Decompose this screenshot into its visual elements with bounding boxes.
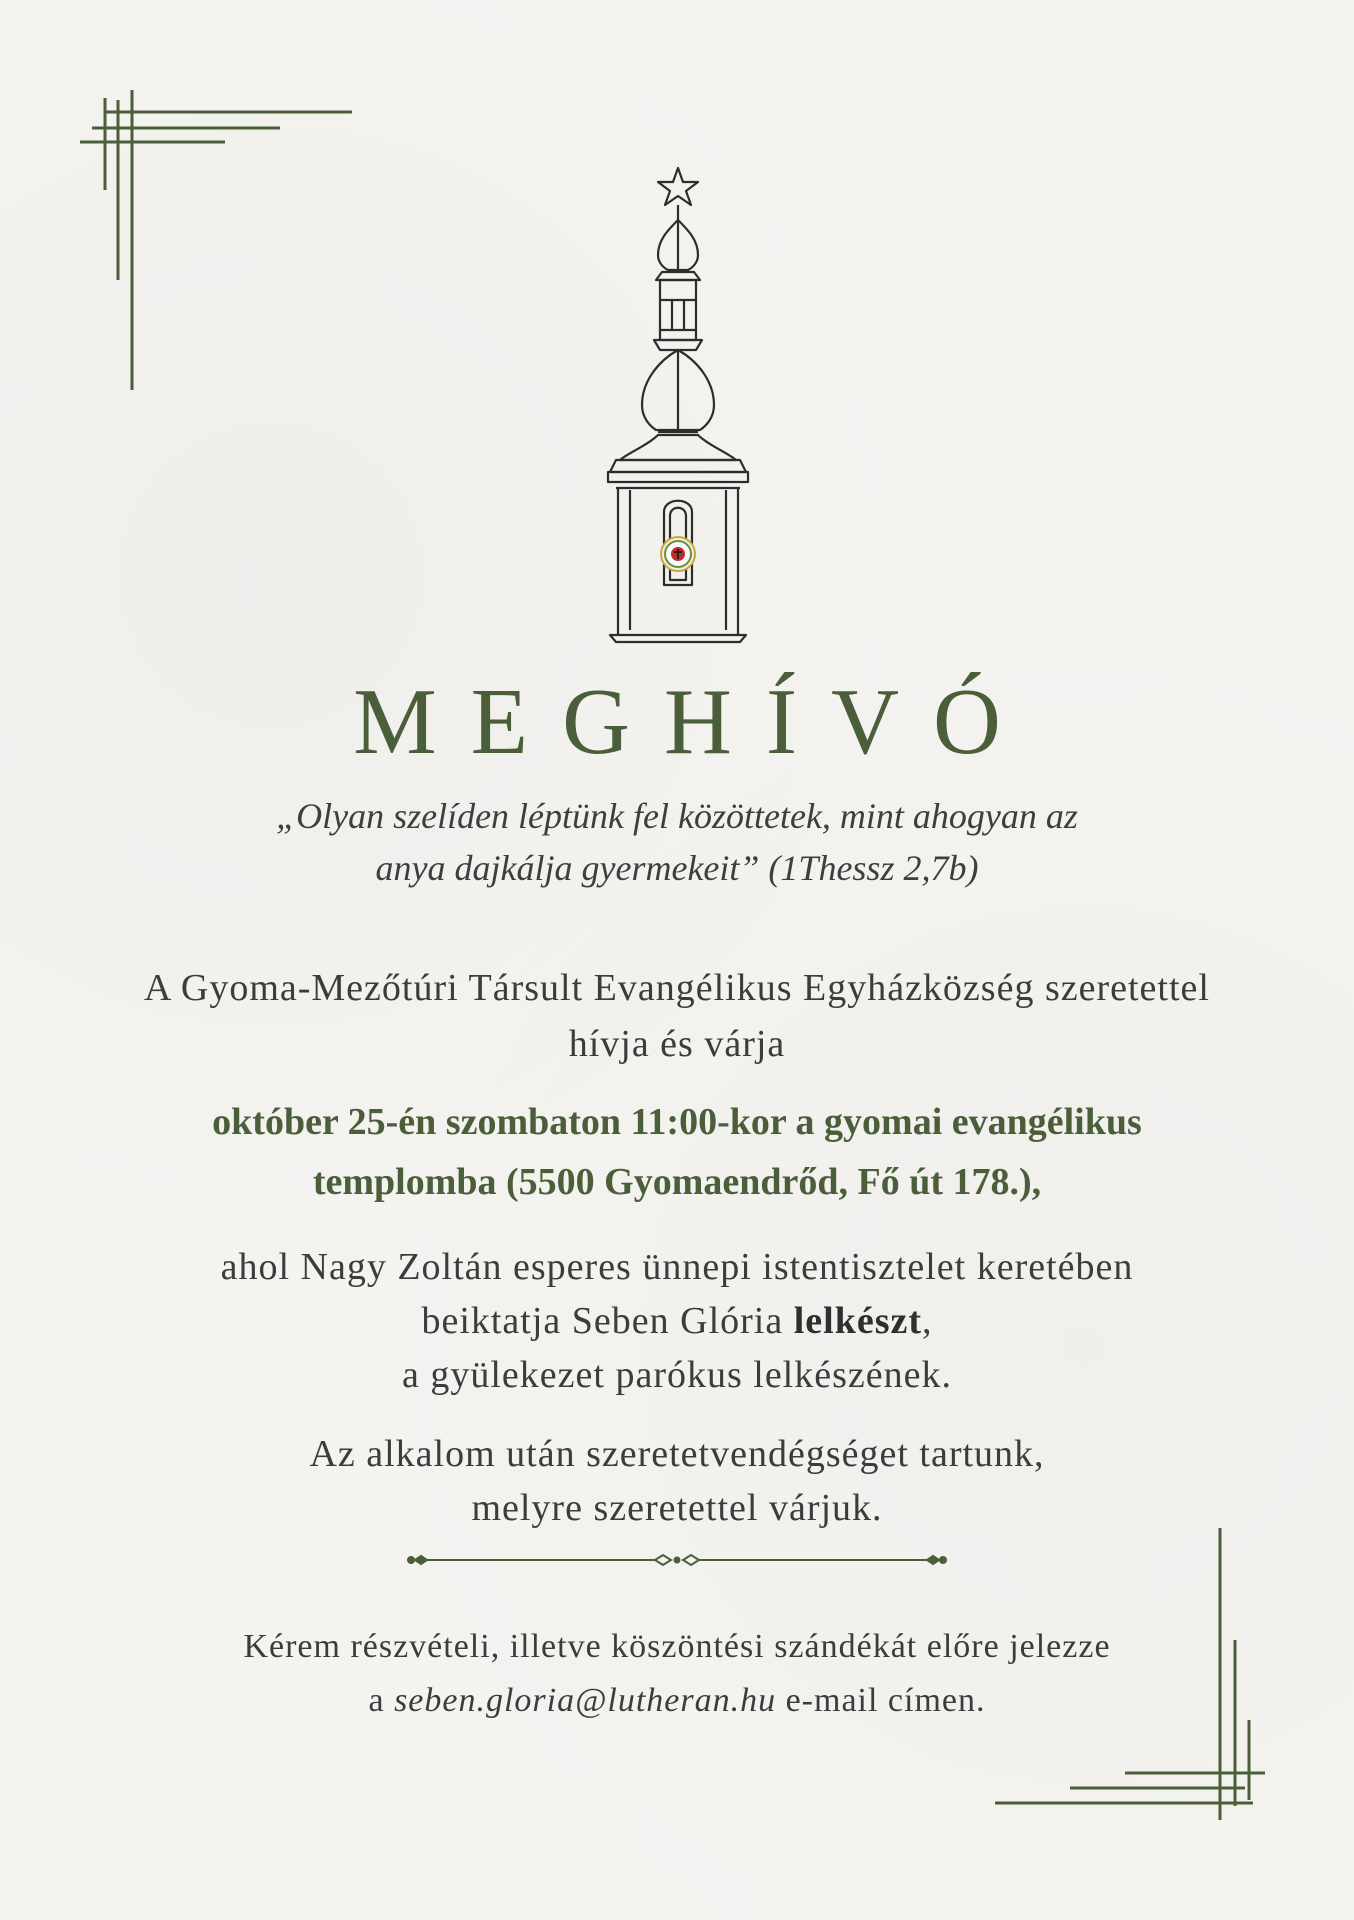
intro-text (0, 960, 1354, 1072)
ceremony-text (0, 1240, 1354, 1402)
ceremony-line-2 (0, 1294, 1354, 1348)
rsvp-line-1: Kérem részvételi, illetve köszöntési szándékát előre jelezze (243, 1628, 1111, 1665)
ornamental-divider (405, 1550, 949, 1570)
rsvp-text (0, 1620, 1354, 1728)
rsvp-line-2-suffix: e-mail címen. (776, 1682, 986, 1719)
bible-quote (0, 790, 1354, 894)
ceremony-line-3: a gyülekezet parókus lelkészének. (402, 1354, 952, 1396)
quote-line-2: anya dajkálja gyermekeit” (1Thessz 2,7b) (375, 848, 979, 888)
reception-line-2: melyre szeretettel várjuk. (471, 1487, 883, 1529)
rsvp-line-2-prefix: a (368, 1682, 395, 1719)
corner-ornament-top-left (80, 90, 360, 410)
rsvp-email-link[interactable]: seben.gloria@lutheran.hu (394, 1682, 777, 1719)
intro-line-2: hívja és várja (568, 1023, 786, 1065)
luther-rose-icon (661, 537, 695, 571)
church-tower-illustration (588, 160, 768, 650)
reception-text (0, 1427, 1354, 1535)
ceremony-line-2-prefix: beiktatja Seben Glória (421, 1300, 794, 1342)
rsvp-line-2 (0, 1674, 1354, 1728)
date-place-line-2: templomba (5500 Gyomaendrőd, Fő út 178.), (312, 1161, 1042, 1203)
ceremony-line-2-suffix: , (922, 1300, 933, 1342)
ceremony-line-1: ahol Nagy Zoltán esperes ünnepi istentisztelet keretében (220, 1246, 1134, 1288)
page-title: MEGHÍVÓ (353, 670, 1035, 774)
reception-line-1: Az alkalom után szeretetvendégséget tartunk, (309, 1433, 1045, 1475)
quote-line-1: „Olyan szelíden léptünk fel közöttetek, mint ahogyan az (276, 796, 1078, 836)
date-place-line-1: október 25-én szombaton 11:00-kor a gyomai evangélikus (212, 1101, 1142, 1143)
ceremony-line-2-bold: lelkészt (793, 1300, 923, 1342)
intro-line-1: A Gyoma-Mezőtúri Társult Evangélikus Egyházközség szeretettel (144, 967, 1210, 1009)
date-place-text (0, 1092, 1354, 1212)
